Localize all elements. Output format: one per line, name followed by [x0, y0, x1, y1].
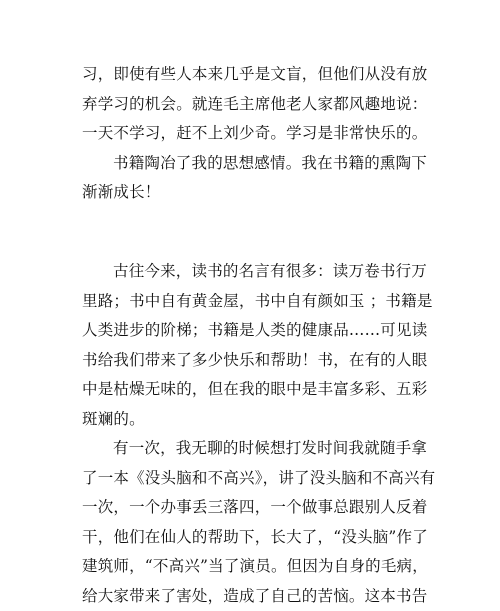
paragraph-start-line: 古往今来，读书的名言有很多：读万卷书行万 — [82, 257, 422, 287]
text-line: 渐渐成长！ — [82, 178, 422, 208]
text-line: 给大家带来了害处，造成了自己的苦恼。这本书告 — [82, 582, 422, 611]
text-line: 一天不学习，赶不上刘少奇。学习是非常快乐的。 — [82, 119, 422, 149]
text-line: 里路；书中自有黄金屋，书中自有颜如玉 ；书籍是 — [82, 287, 422, 317]
text-line: 弃学习的机会。就连毛主席他老人家都风趣地说： — [82, 90, 422, 120]
text-line: 习，即使有些人本来几乎是文盲，但他们从没有放 — [82, 60, 422, 90]
text-line: 书给我们带来了多少快乐和帮助！书，在有的人眼 — [82, 346, 422, 376]
text-line: 建筑师，“不高兴”当了演员。但因为自身的毛病， — [82, 552, 422, 582]
text-line: 了一本《没头脑和不高兴》，讲了没头脑和不高兴有 — [82, 464, 422, 494]
paragraph-start-line: 有一次，我无聊的时候想打发时间我就随手拿 — [82, 434, 422, 464]
paragraph-start-line: 书籍陶冶了我的思想感情。我在书籍的熏陶下 — [82, 149, 422, 179]
text-section-2 — [82, 257, 422, 611]
text-line: 斑斓的。 — [82, 405, 422, 435]
text-line: 一次，一个办事丢三落四，一个做事总跟别人反着 — [82, 493, 422, 523]
text-line: 中是枯燥无味的，但在我的眼中是丰富多彩、五彩 — [82, 375, 422, 405]
text-line: 人类进步的阶梯；书籍是人类的健康品……可见读 — [82, 316, 422, 346]
text-line: 干，他们在仙人的帮助下，长大了，“没头脑”作了 — [82, 523, 422, 553]
text-section-1 — [82, 60, 422, 208]
